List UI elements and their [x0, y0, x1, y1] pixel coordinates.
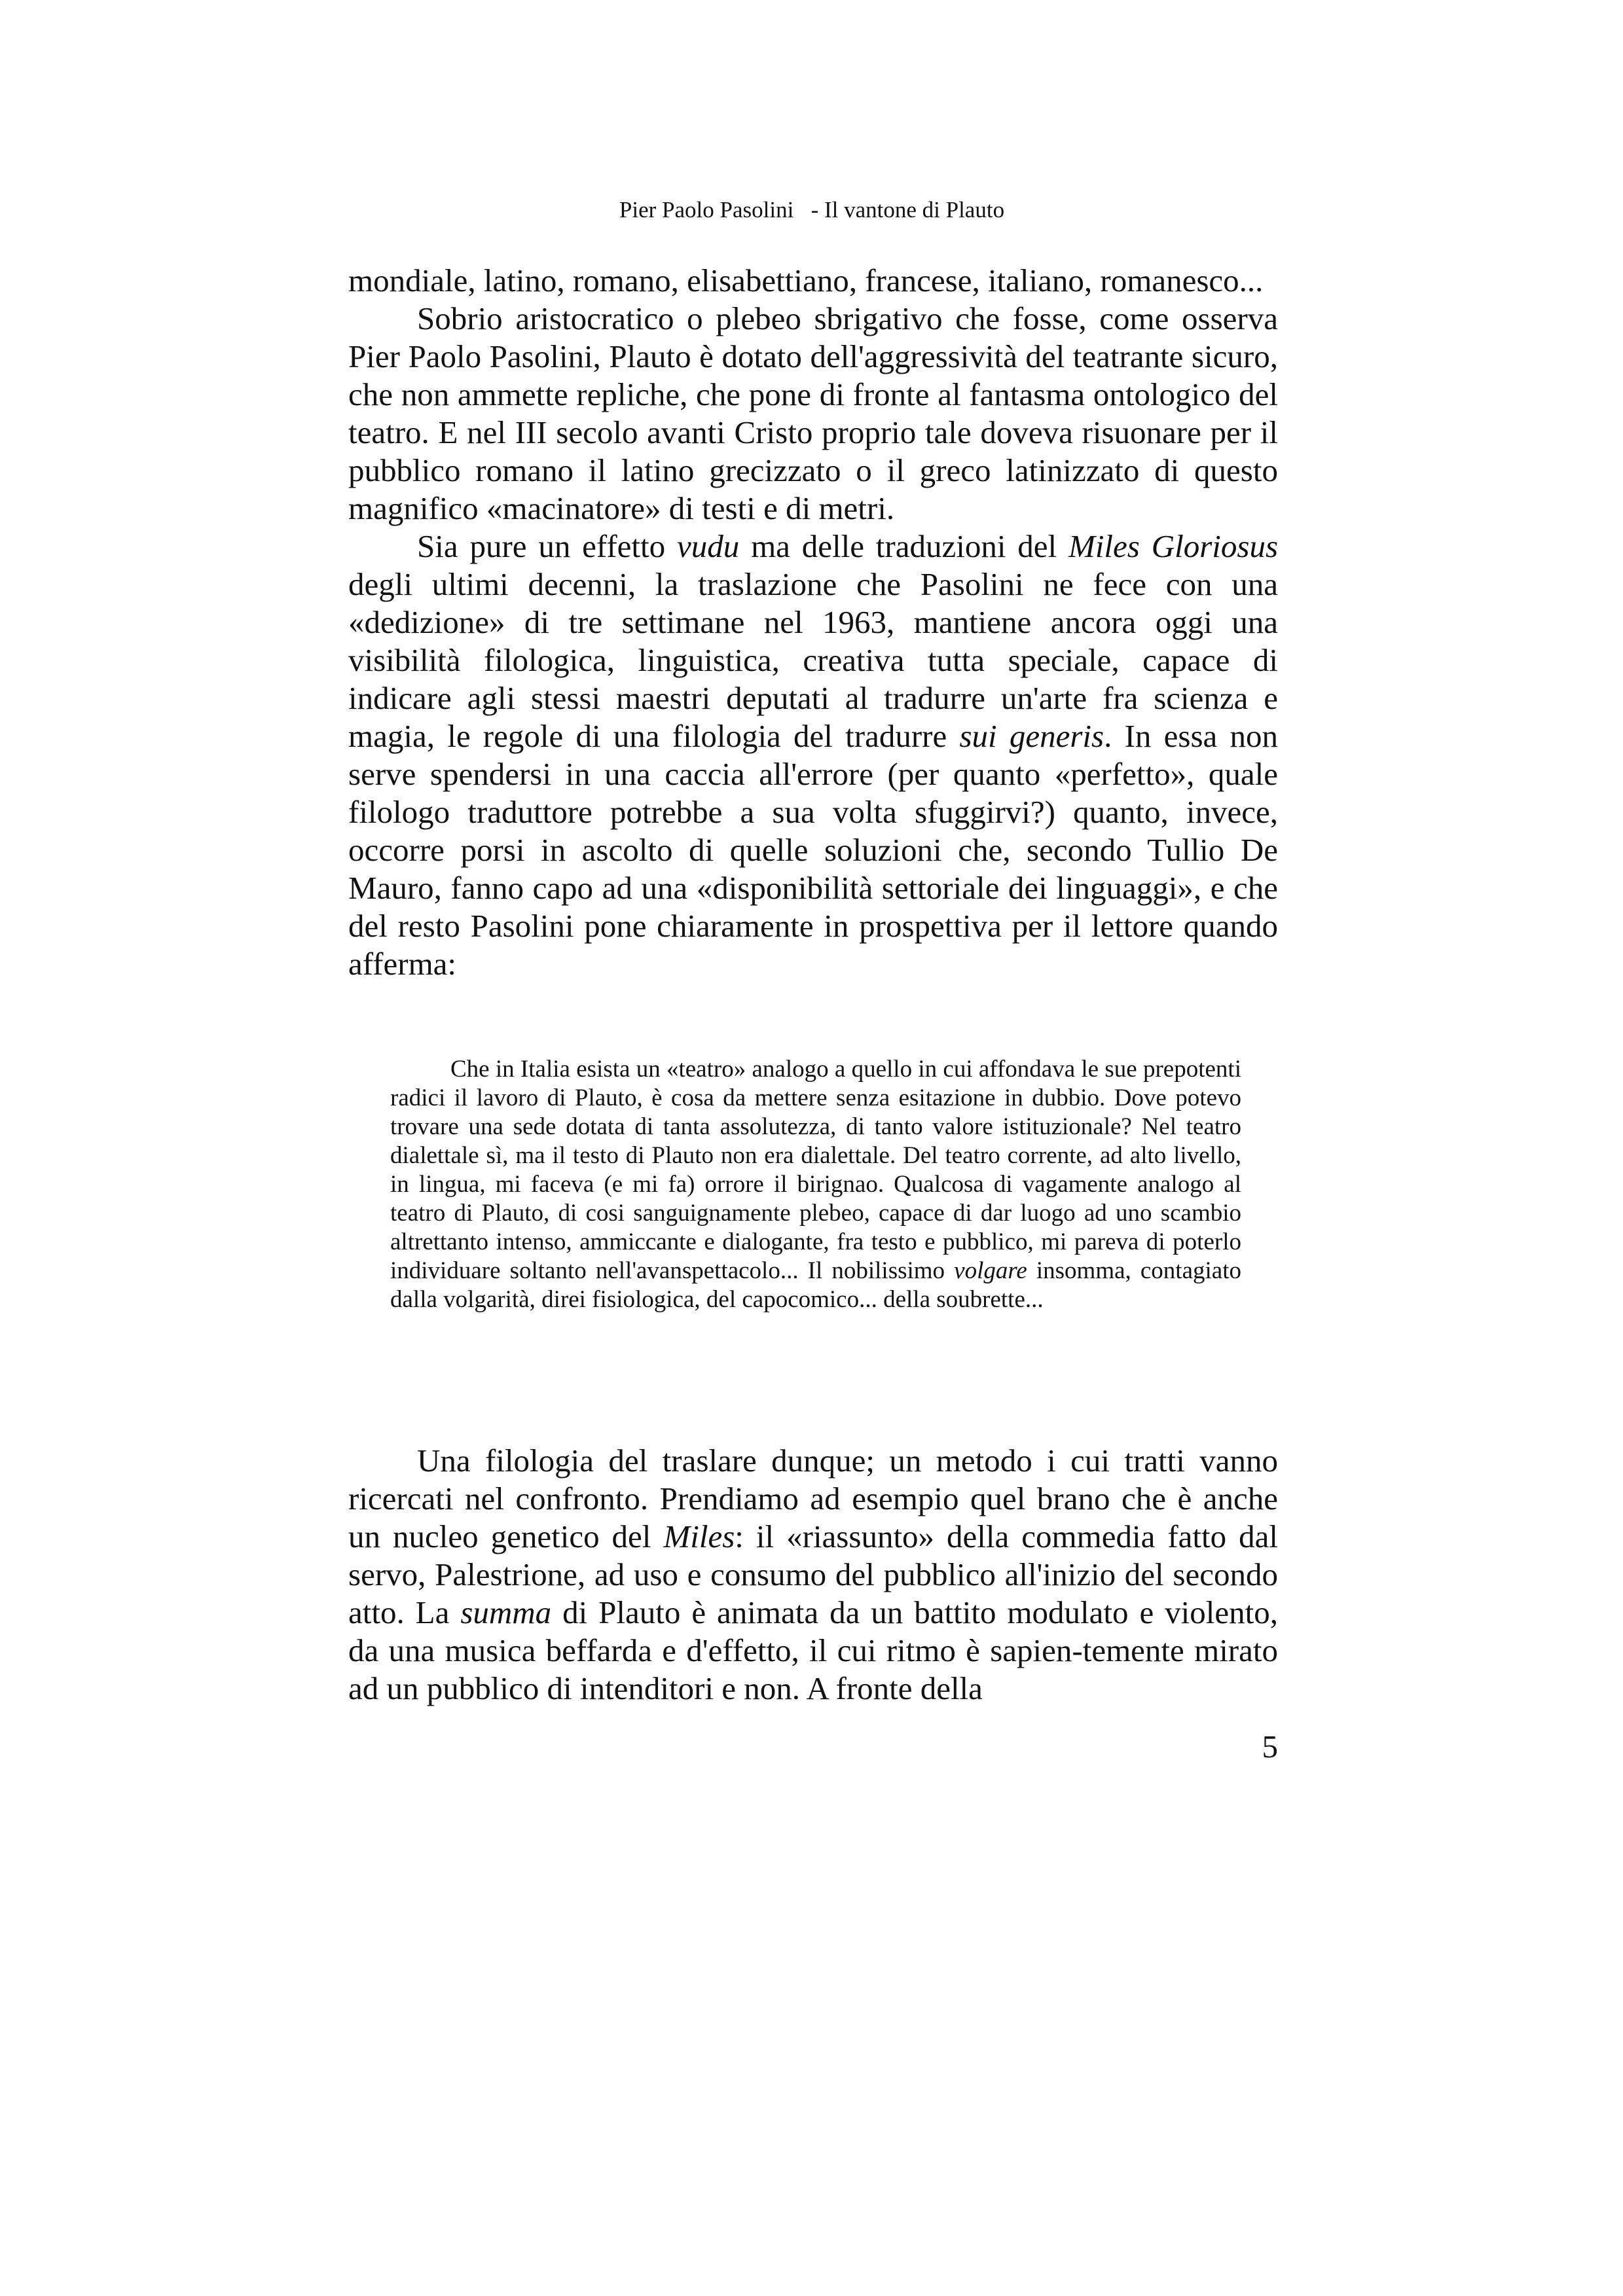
page-number: 5	[1262, 1729, 1278, 1765]
paragraph-vudu-text-2: ma delle traduzioni del	[739, 528, 1068, 564]
paragraph-filologia-text-2: : il «riassunto» della commedia fatto dal servo, Palestrione, ad uso e consumo del pubblico all'inizio del secondo atto. La	[348, 1518, 1278, 1630]
italic-miles-gloriosus: Miles Gloriosus	[1068, 528, 1279, 564]
block-quote-paragraph	[390, 1055, 1241, 1314]
block-quote-text-2: insomma, contagiato dalla volgarità, direi fisiologica, del capocomico... della soubrette...	[390, 1257, 1241, 1313]
paragraph-continuation: mondiale, latino, romano, elisabettiano, francese, italiano, romanesco...	[348, 262, 1264, 298]
running-head: Pier Paolo Pasolini - Il vantone di Plauto	[619, 197, 1005, 223]
paragraph-vudu-text-4: . In essa non serve spendersi in una caccia all'errore (per quanto «perfetto», quale filologo traduttore potrebbe a sua volta sfuggirvi?) quanto, invece, occorre porsi in ascolto di quelle soluzioni che, secondo Tullio De Mauro, fanno capo ad una «disponibilità settoriale dei linguaggi», e che del resto Pasolini pone chiaramente in prospettiva per il lettore quando afferma:	[348, 718, 1279, 982]
main-text-upper	[348, 262, 1278, 983]
italic-miles: Miles	[663, 1518, 735, 1554]
italic-volgare: volgare	[954, 1257, 1027, 1284]
paragraph-filologia	[348, 1442, 1278, 1708]
paragraph-vudu-text-3: degli ultimi decenni, la traslazione che Pasolini ne fece con una «dedizione» di tre settimane nel 1963, mantiene ancora oggi una visibilità filologica, linguistica, creativa tutta speciale, capace di indicare agli stessi maestri deputati al tradurre un'arte fra scienza e magia, le regole di una filologia del tradurre	[348, 566, 1278, 754]
italic-summa: summa	[460, 1594, 552, 1630]
paragraph-sobrio: Sobrio aristocratico o plebeo sbrigativo che fosse, come osserva Pier Paolo Pasolini, Plauto è dotato dell'aggressività del teatrante sicuro, che non ammette repliche, che pone di fronte al fantasma ontologico del teatro. E nel III secolo avanti Cristo proprio tale doveva risuonare per il pubblico romano il latino grecizzato o il greco latinizzato di questo magnifico «macinatore» di testi e di metri.	[348, 300, 1278, 526]
italic-sui-generis: sui generis	[959, 718, 1104, 754]
paragraph-vudu	[348, 528, 1278, 983]
block-quote-text-1: Che in Italia esista un «teatro» analogo a quello in cui affondava le sue prepotenti radici il lavoro di Plauto, è cosa da mettere senza esitazione in dubbio. Dove potevo trovare una sede dotata di tanta assolutezza, di tanto valore istituzionale? Nel teatro dialettale sì, ma il testo di Plauto non era dialettale. Del teatro corrente, ad alto livello, in lingua, mi faceva (e mi fa) orrore il birignao. Qualcosa di vagamente analogo al teatro di Plauto, di cosi sanguignamente plebeo, capace di dar luogo ad uno scambio altrettanto intenso, ammiccante e dialogante, fra testo e pubblico, mi pareva di poterlo individuare soltanto nell'avanspettacolo... Il nobilissimo	[390, 1056, 1241, 1284]
block-quote	[390, 1055, 1241, 1314]
main-text-lower	[348, 1442, 1278, 1708]
paragraph-filologia-text-1: Una filologia del traslare dunque; un metodo i cui tratti vanno ricercati nel confronto. Prendiamo ad esempio quel brano che è anche un nucleo genetico del	[348, 1443, 1278, 1554]
paragraph-vudu-text-1: Sia pure un effetto	[417, 528, 677, 564]
paragraph-filologia-text-3: di Plauto è animata da un battito modulato e violento, da una musica beffarda e d'effetto, il cui ritmo è sapien-temente mirato ad un pubblico di intenditori e non. A fronte della	[348, 1594, 1278, 1706]
italic-vudu: vudu	[676, 528, 740, 564]
